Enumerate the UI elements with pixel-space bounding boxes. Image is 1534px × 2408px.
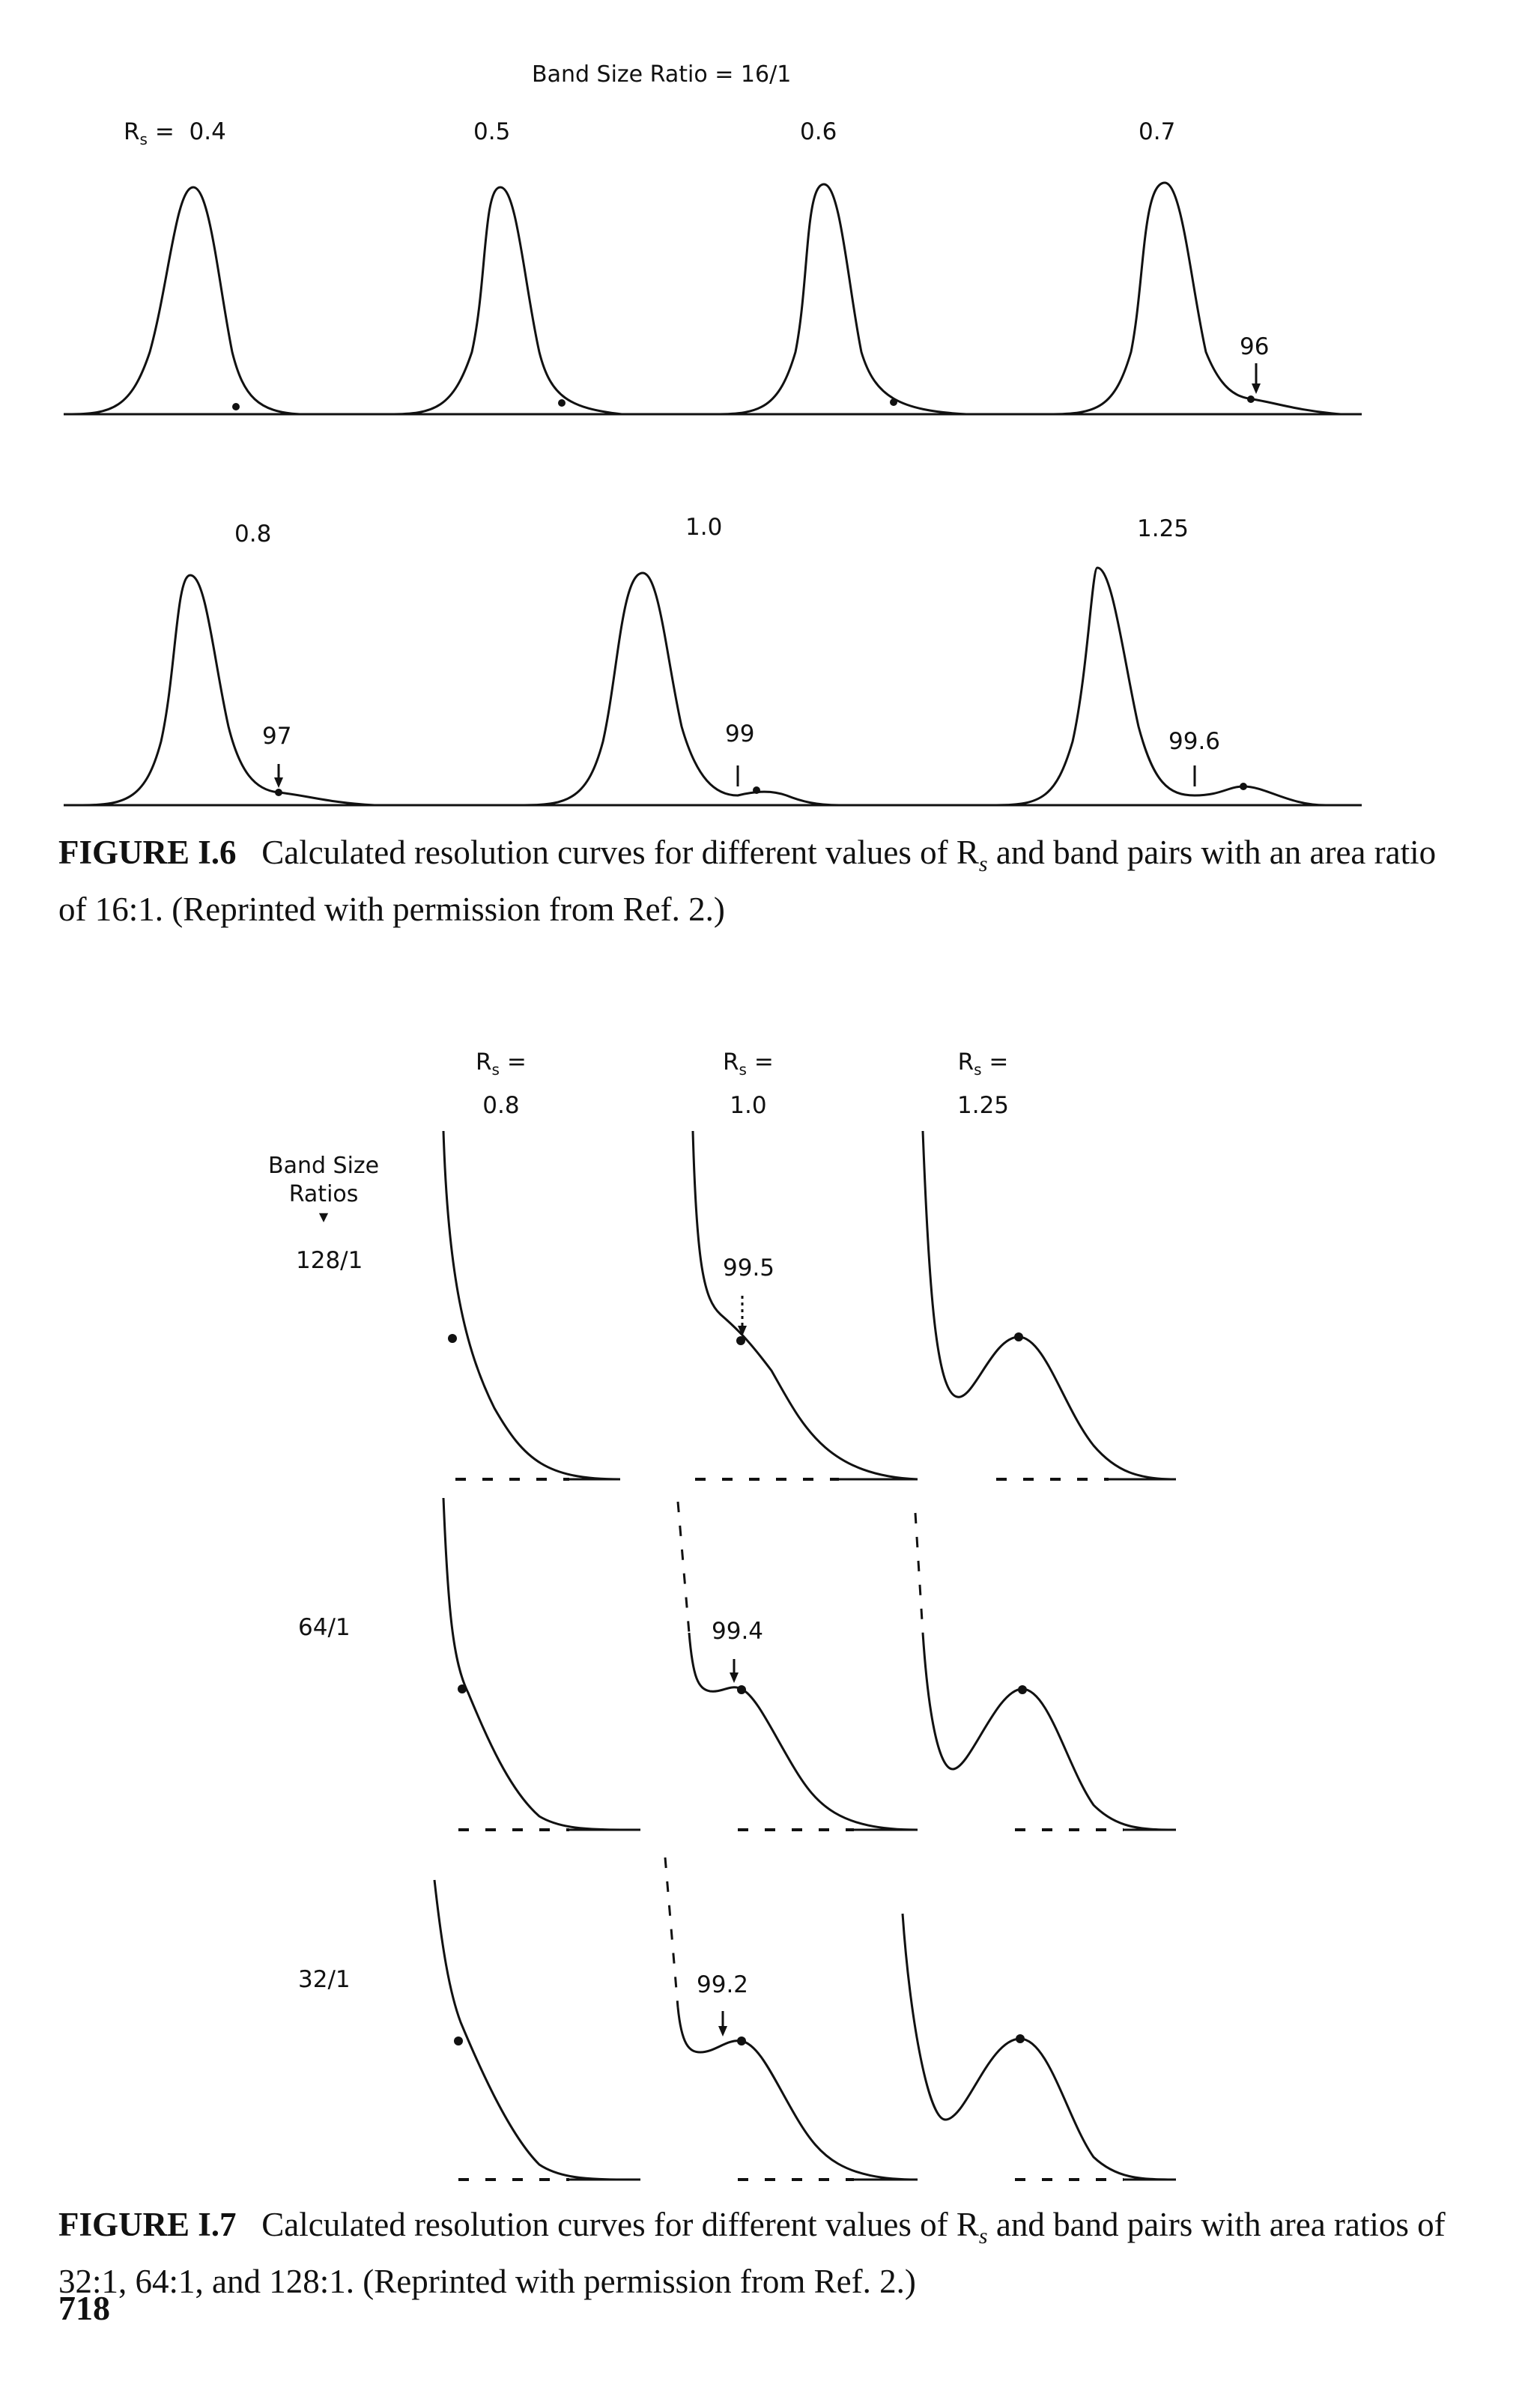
fig7-row-label-128: 128/1 [296, 1247, 363, 1274]
fig6-arrowhead-96 [1252, 383, 1261, 394]
fig6-purity-label-99.6: 99.6 [1168, 728, 1221, 755]
fig6-purity-label-97: 97 [262, 723, 292, 750]
fig7-col-prefix: R [476, 1049, 492, 1076]
fig7-row-label-32: 32/1 [298, 1966, 351, 1993]
fig7-row-label-64: 64/1 [298, 1614, 351, 1641]
fig6-curve-rs-0.5 [389, 187, 622, 414]
fig6-rs-label-0.8: 0.8 [234, 521, 272, 548]
fig6-curve-rs-1.0 [524, 573, 839, 805]
fig6-marker-rs-0.8 [275, 789, 282, 796]
fig7-col-header-1.25 [957, 1049, 1009, 1119]
fig7-marker-128-1.25 [1014, 1332, 1023, 1341]
page-number: 718 [58, 2289, 110, 2327]
fig7-curve-128-1.0 [693, 1131, 918, 1479]
fig6-curve-rs-0.7 [1049, 183, 1341, 414]
fig7-marker-64-1.25 [1018, 1685, 1027, 1694]
fig7-col-value-1.0: 1.0 [730, 1092, 767, 1120]
fig7-row-header-line2: Ratios [288, 1181, 359, 1207]
fig6-marker-rs-0.4 [232, 403, 240, 410]
fig6-curve-rs-0.8 [82, 575, 375, 805]
fig6-rs-label-0.5: 0.5 [473, 118, 511, 145]
fig7-curve-64-1.25 [923, 1633, 1176, 1830]
fig7-curve-64-1.0 [689, 1633, 918, 1830]
fig6-header: Band Size Ratio = 16/1 [532, 61, 792, 88]
fig6-rs-label-1.0: 1.0 [685, 514, 723, 541]
fig6-caption [58, 830, 1467, 932]
fig7-curve-64-0.8 [443, 1498, 640, 1830]
fig6-caption-label: FIGURE I.6 [58, 834, 237, 871]
fig7-col-eq: = [981, 1049, 1009, 1076]
fig6-rs-label-1.25: 1.25 [1137, 515, 1189, 542]
fig6-curve-rs-0.4 [67, 187, 300, 414]
fig7-marker-32-1.25 [1016, 2034, 1025, 2043]
fig6-rs-subscript: s [139, 130, 148, 149]
fig7-caption-rest: and band pairs with area ratios of 32:1, 64:1, and 128:1. (Reprinted with permission from Ref. 2.) [58, 2206, 1446, 2300]
fig6-marker-rs-0.7 [1247, 395, 1255, 403]
fig6-rs-label-0.6: 0.6 [800, 118, 837, 145]
fig7-col-eq: = [499, 1049, 527, 1076]
fig7-marker-32-1.0 [737, 2037, 746, 2045]
fig6-arrowhead-97 [274, 777, 283, 788]
fig7-curve-32-1.25 [903, 1914, 1176, 2180]
fig7-arrowhead-99.4 [730, 1672, 739, 1683]
fig6-marker-rs-0.5 [558, 399, 566, 407]
fig6-caption-subscript: s [978, 852, 988, 876]
fig7-col-header-1.0 [723, 1049, 774, 1119]
fig7-col-prefix: R [957, 1049, 974, 1076]
fig7-row-header-line1: Band Size [268, 1153, 380, 1179]
fig7-row-header-arrow: ▼ [318, 1210, 329, 1224]
fig6-caption-text: Calculated resolution curves for different values of R [261, 834, 979, 871]
fig7-purity-label-99.2: 99.2 [697, 1971, 749, 1998]
fig7-caption-subscript: s [978, 2224, 988, 2248]
fig7-curve-32-1.0 [678, 2007, 918, 2180]
fig7-caption [58, 2202, 1467, 2304]
fig7-col-value-0.8: 0.8 [482, 1092, 520, 1120]
fig6-rs-eq: = 0.4 [147, 118, 226, 145]
fig7-caption-text: Calculated resolution curves for different values of R [261, 2206, 979, 2243]
fig7-marker-128-0.8 [448, 1334, 457, 1343]
fig7-curve-32-0.8 [434, 1880, 640, 2180]
fig6-rs-prefix: R [124, 118, 140, 145]
fig6-purity-label-99: 99 [725, 721, 755, 747]
fig7-curve-128-1.25 [923, 1131, 1176, 1479]
fig7-col-eq: = [746, 1049, 774, 1076]
fig7-purity-label-99.5: 99.5 [723, 1255, 775, 1282]
fig7-col-subscript: s [974, 1061, 982, 1079]
fig7-col-header-0.8 [476, 1049, 527, 1119]
fig7-dashed-tail-64-1.0 [678, 1502, 689, 1633]
fig6-rs-label-0.4 [124, 118, 226, 148]
fig6-rs-label-0.7: 0.7 [1139, 118, 1176, 145]
fig7-dashed-tail-64-1.25 [915, 1513, 923, 1633]
fig7-marker-64-1.0 [737, 1685, 746, 1694]
fig6-curve-rs-0.6 [715, 184, 966, 414]
fig7-dashed-tail-32-1.0 [665, 1857, 678, 2007]
fig7-col-subscript: s [739, 1061, 747, 1079]
fig7-purity-label-99.4: 99.4 [712, 1618, 764, 1645]
fig7-marker-64-0.8 [458, 1684, 467, 1693]
fig6-purity-label-96: 96 [1240, 333, 1270, 360]
fig7-col-prefix: R [723, 1049, 739, 1076]
fig6-caption-rest: and band pairs with an area ratio of 16:1. (Reprinted with permission from Ref. 2.) [58, 834, 1437, 928]
fig6-marker-rs-1.0 [753, 786, 760, 794]
fig7-caption-label: FIGURE I.7 [58, 2206, 237, 2243]
fig6-curve-rs-1.25 [996, 568, 1326, 805]
fig7-marker-128-1.0 [736, 1336, 745, 1345]
fig7-col-subscript: s [491, 1061, 500, 1079]
fig6-marker-rs-0.6 [890, 398, 897, 406]
fig7-marker-32-0.8 [454, 2037, 463, 2045]
fig7-curve-128-0.8 [443, 1131, 620, 1479]
fig7-col-value-1.25: 1.25 [957, 1092, 1010, 1120]
fig7-row-header [268, 1152, 379, 1225]
fig7-arrowhead-99.2 [718, 2026, 727, 2037]
fig6-marker-rs-1.25 [1240, 783, 1247, 790]
